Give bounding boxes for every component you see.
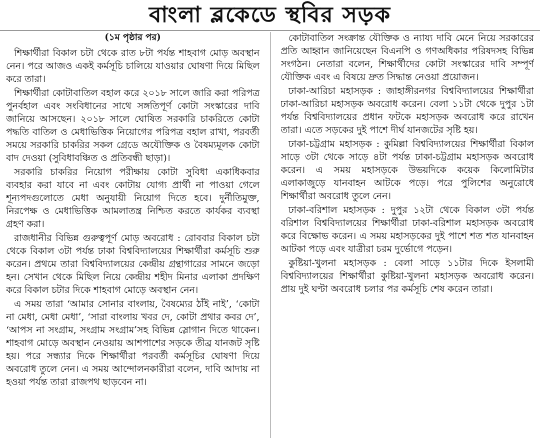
paragraph: কোটাবাতিল সংক্রান্ত যৌক্তিক ও ন্যায্য দাবি মেনে নিয়ে সরকারের প্রতি আহ্বান জানিয়েছেন বিএনপি ও গণঅধিকার পরিষদসহ বিভিন্ন সংগঠন। নেতারা বলেন, শিক্ষার্থীদের কোটা সংস্কারের দাবি সম্পূর্ণ যৌক্তিক এবং এ বিষয়ে দ্রুত সিদ্ধান্ত নেওয়া প্রয়োজন। [280, 33, 534, 83]
paragraph: কুষ্টিয়া-খুলনা মহাসড়ক : বেলা সাড়ে ১১টার দিকে ইসলামী বিশ্ববিদ্যালয়ের শিক্ষার্থীরা কুষ্টিয়া-খুলনা মহাসড়ক অবরোধ করেন। প্রায় দুই ঘণ্টা অবরোধ চলার পর কর্মসূচি শেষ করেন তারা। [280, 258, 534, 295]
left-column [6, 32, 260, 438]
jump-label: (১ম পৃষ্ঠার পর) [104, 33, 161, 43]
paragraph: শিক্ষার্থীরা বিকাল চটা থেকে রাত ৮টা পর্যন্ত শাহবাগ মোড় অবস্থান নেন। পরে আজও একই কর্মসূচি চালিয়ে যাওয়ার ঘোষণা দিয়ে মিছিল করে তারা। [6, 48, 260, 85]
paragraph: সরকারি চাকরির নিয়োগ পরীক্ষায় কোটা সুবিধা একাধিকবার ব্যবহার করা যাবে না এবং কোটায় যোগ্য প্রার্থী না পাওয়া গেলে শূন্যপদগুলোতে মেধা অনুযায়ী নিয়োগ দিতে হবে। দুর্নীতিমুক্ত, নিরপেক্ষ ও মেধাভিত্তিক আমলাতন্ত্র নিশ্চিত করতে কার্যকর ব্যবস্থা গ্রহণ করা। [6, 167, 260, 230]
paragraph: এ সময় তারা ‘আমার সোনার বাংলায়, বৈষম্যের ঠাঁই নাই’, ‘কোটা না মেধা, মেধা মেধা’, ‘সারা বাংলায় খবর দে, কোটা প্রথার কবর দে’, ‘আপস না সংগ্রাম, সংগ্রাম সংগ্রাম’সহ বিভিন্ন স্লোগান দিতে থাকেন। শাহবাগ মোড়ে অবস্থান নেওয়ায় আশপাশের সড়কে তীব্র যানজট সৃষ্টি হয়। পরে সন্ধ্যার দিকে শিক্ষার্থীরা পরবর্তী কর্মসূচির ঘোষণা দিয়ে অবরোধ তুলে নেন। এ সময় আন্দোলনকারীরা বলেন, দাবি আদায় না হওয়া পর্যন্ত তারা রাজপথ ছাড়বেন না। [6, 299, 260, 388]
headline: বাংলা ব্লকেডে স্থবির সড়ক [0, 0, 540, 31]
right-column [281, 32, 535, 438]
article-columns [6, 32, 534, 438]
paragraph: শিক্ষার্থীরা কোটাবাতিল বহাল করে ২০১৮ সালে জারি করা পরিপত্র পুনর্বহাল এবং সংবিধানের সাথে সঙ্গতিপূর্ণ কোটা সংস্কারের দাবি জানিয়ে আসছেন। ২০১৮ সালে ঘোষিত সরকারি চাকরিতে কোটা পদ্ধতি বাতিল ও মেধাভিত্তিক নিয়োগের পরিপত্র বহাল রাখা, পরবর্তী সময়ে সরকারি চাকরির সকল গ্রেডে অযৌক্তিক ও বৈষম্যমূলক কোটা বাদ দেওয়া (সুবিধাবঞ্চিত ও প্রতিবন্ধী ছাড়া)। [6, 88, 260, 164]
column-divider [270, 32, 271, 438]
paragraph: ঢাকা-চট্টগ্রাম মহাসড়ক : কুমিল্লা বিশ্ববিদ্যালয়ের শিক্ষার্থীরা বিকাল সাড়ে ৩টা থেকে সাড়ে ৪টা পর্যন্ত ঢাকা-চট্টগ্রাম মহাসড়ক অবরোধ করেন। এ সময় মহাসড়কে উভয়দিকে কয়েক কিলোমিটার এলাকাজুড়ে যানবাহন আটকে পড়ে। পরে পুলিশের অনুরোধে শিক্ষার্থীরা অবরোধ তুলে নেন। [280, 139, 534, 202]
paragraph: রাজধানীর বিভিন্ন গুরুত্বপূর্ণ মোড় অবরোধ : রোববার বিকাল চটা থেকে বিকাল ৩টা পর্যন্ত ঢাকা বিশ্ববিদ্যালয়ের শিক্ষার্থীরা কর্মসূচি শুরু করেন। প্রথমে তারা বিশ্ববিদ্যালয়ের কেন্দ্রীয় গ্রন্থাগারের সামনে জড়ো হন। সেখান থেকে মিছিল নিয়ে কেন্দ্রীয় শহীদ মিনার এলাকা প্রদক্ষিণ করে বিকাল চটার দিকে শাহবাগ মোড়ে অবস্থান নেন। [6, 233, 260, 296]
paragraph: ঢাকা-বরিশাল মহাসড়ক : দুপুর ১২টা থেকে বিকাল ৩টা পর্যন্ত বরিশাল বিশ্ববিদ্যালয়ের শিক্ষার্থীরা ঢাকা-বরিশাল মহাসড়ক অবরোধ করে বিক্ষোভ করেন। এ সময় মহাসড়কের দুই পাশে শত শত যানবাহন আটকা পড়ে এবং যাত্রীরা চরম দুর্ভোগে পড়েন। [280, 205, 534, 255]
paragraph: ঢাকা-আরিচা মহাসড়ক : জাহাঙ্গীরনগর বিশ্ববিদ্যালয়ের শিক্ষার্থীরা ঢাকা-আরিচা মহাসড়ক অবরোধ করেন। বেলা ১১টা থেকে দুপুর ১টা পর্যন্ত বিশ্ববিদ্যালয়ের প্রধান ফটকে মহাসড়ক অবরোধ করে রাখেন তারা। এতে সড়কের দুই পাশে দীর্ঘ যানজটের সৃষ্টি হয়। [280, 86, 534, 136]
